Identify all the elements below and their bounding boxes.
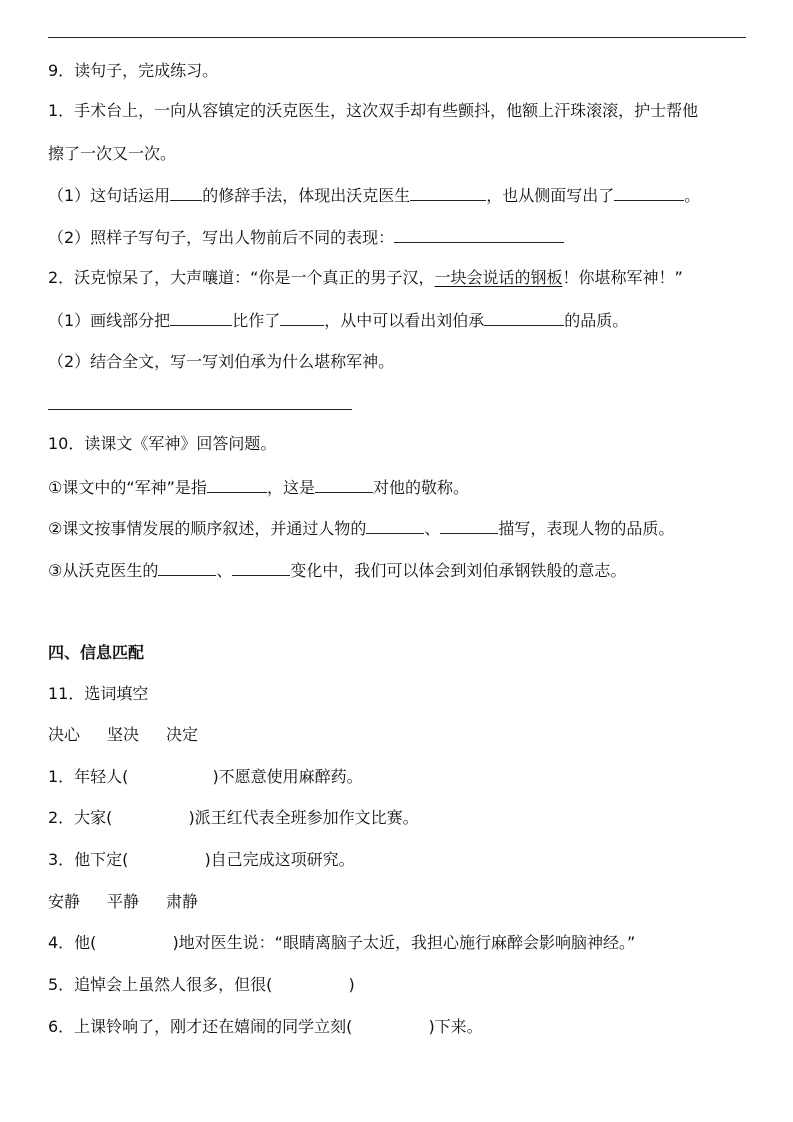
q10-item1-text-a: ①课文中的“军神”是指 — [48, 478, 207, 497]
fill-item-1 — [48, 767, 363, 787]
q9-s1-sub1-text-d: 。 — [684, 186, 701, 205]
answer-gap[interactable] — [128, 850, 204, 865]
answer-blank[interactable] — [440, 518, 498, 534]
fill-item-text-b: )下来。 — [428, 1017, 483, 1036]
answer-blank[interactable] — [170, 185, 202, 201]
answer-blank[interactable] — [315, 477, 373, 493]
q10-item1 — [48, 477, 469, 498]
fill-item-text-b: )自己完成这项研究。 — [204, 850, 355, 869]
word-option: 肃静 — [166, 892, 199, 911]
fill-item-3 — [48, 850, 355, 870]
q9-s2-text-a: 2．沃克惊呆了，大声嚷道：“你是一个真正的男子汉， — [48, 268, 435, 287]
q9-title: 9．读句子，完成练习。 — [48, 61, 219, 80]
fill-item-text-a: 5．追悼会上虽然人很多，但很( — [48, 975, 273, 994]
fill-item-text-b: )地对医生说：“眼睛离脑子太近，我担心施行麻醉会影响脑神经。” — [172, 933, 636, 952]
q10-item3-text-c: 变化中，我们可以体会到刘伯承钢铁般的意志。 — [290, 561, 627, 580]
fill-item-text-a: 4．他( — [48, 933, 97, 952]
q9-s1-sub2-text: （2）照样子写句子，写出人物前后不同的表现： — [48, 228, 395, 247]
answer-blank[interactable] — [366, 518, 424, 534]
answer-blank[interactable] — [484, 310, 564, 326]
fill-item-5 — [48, 975, 355, 995]
section-heading: 四、信息匹配 — [48, 643, 145, 662]
fill-item-text-a: 3．他下定( — [48, 850, 129, 869]
word-option: 平静 — [107, 892, 140, 911]
q10-item2 — [48, 518, 674, 539]
q9-s2-sub1-text-d: 的品质。 — [564, 311, 629, 330]
fill-item-text-b: )不愿意使用麻醉药。 — [212, 767, 363, 786]
answer-blank[interactable] — [614, 185, 684, 201]
q9-s2-sub1-text-a: （1）画线部分把 — [48, 311, 171, 330]
q9-sentence1-line2: 擦了一次又一次。 — [48, 144, 177, 163]
answer-gap[interactable] — [272, 975, 348, 990]
answer-gap[interactable] — [128, 767, 212, 782]
fill-item-2 — [48, 808, 419, 828]
q9-s2-sub1 — [48, 310, 628, 331]
top-divider — [48, 37, 746, 38]
q9-s1-sub1-text-c: ，也从侧面写出了 — [486, 186, 615, 205]
answer-blank[interactable] — [158, 560, 216, 576]
fill-item-6 — [48, 1017, 483, 1037]
q9-s1-sub1-text-a: （1）这句话运用 — [48, 186, 171, 205]
q9-s2-sub2: （2）结合全文，写一写刘伯承为什么堪称军神。 — [48, 352, 395, 371]
answer-gap[interactable] — [96, 933, 172, 948]
q10-title: 10．读课文《军神》回答问题。 — [48, 434, 277, 453]
q11-title: 11．选词填空 — [48, 684, 149, 703]
q10-item1-text-c: 对他的敬称。 — [372, 478, 469, 497]
q9-sentence2 — [48, 268, 683, 288]
answer-blank[interactable] — [394, 227, 564, 243]
fill-item-text-a: 2．大家( — [48, 808, 113, 827]
answer-gap[interactable] — [112, 808, 188, 823]
word-option: 坚决 — [107, 725, 140, 744]
q10-item2-text-b: 、 — [424, 519, 441, 538]
fill-item-text-a: 1．年轻人( — [48, 767, 129, 786]
q9-s2-sub1-text-b: 比作了 — [232, 311, 281, 330]
fill-item-text-b: ) — [348, 975, 355, 994]
underlined-phrase: 一块会说话的钢板 — [434, 268, 563, 287]
q10-item3-text-b: 、 — [216, 561, 233, 580]
word-option: 安静 — [48, 892, 81, 911]
q10-item3-text-a: ③从沃克医生的 — [48, 561, 159, 580]
answer-blank[interactable] — [280, 310, 324, 326]
word-bank-2 — [48, 892, 198, 912]
answer-blank[interactable] — [232, 560, 290, 576]
q9-s1-sub2 — [48, 227, 564, 248]
q10-item2-text-c: 描写，表现人物的品质。 — [498, 519, 675, 538]
word-bank-1 — [48, 725, 198, 745]
answer-blank[interactable] — [207, 477, 267, 493]
q9-s1-sub1-text-b: 的修辞手法，体现出沃克医生 — [202, 186, 411, 205]
q9-sentence1-line1: 1．手术台上，一向从容镇定的沃克医生，这次双手却有些颤抖，他额上汗珠滚滚，护士帮他 — [48, 101, 699, 120]
q9-s1-sub1 — [48, 185, 700, 206]
answer-line[interactable] — [48, 409, 352, 410]
q9-s2-text-b: ！你堪称军神！” — [562, 268, 683, 287]
q10-item3 — [48, 560, 626, 581]
q10-item1-text-b: ，这是 — [266, 478, 315, 497]
word-option: 决心 — [48, 725, 81, 744]
word-option: 决定 — [166, 725, 199, 744]
answer-blank[interactable] — [410, 185, 486, 201]
fill-item-text-b: )派王红代表全班参加作文比赛。 — [188, 808, 419, 827]
answer-gap[interactable] — [352, 1017, 428, 1032]
fill-item-4 — [48, 933, 635, 953]
answer-blank[interactable] — [170, 310, 232, 326]
q9-s2-sub1-text-c: ，从中可以看出刘伯承 — [324, 311, 485, 330]
fill-item-text-a: 6．上课铃响了，刚才还在嬉闹的同学立刻( — [48, 1017, 353, 1036]
q10-item2-text-a: ②课文按事情发展的顺序叙述，并通过人物的 — [48, 519, 367, 538]
